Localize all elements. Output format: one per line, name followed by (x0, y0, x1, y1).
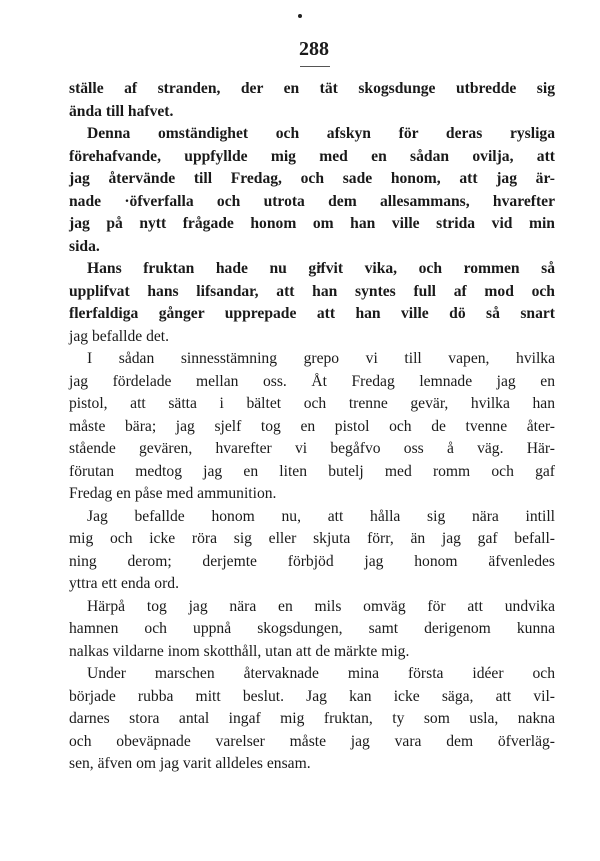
text-line: och obeväpnade varelser måste jag vara dem öfverläg- (69, 732, 555, 750)
text-line: sida. (69, 237, 100, 255)
text-line: darnes stora antal ingaf mig fruktan, ty som usla, nakna (69, 710, 555, 727)
text-line: jag på nytt frågade honom om han ville strida vid min (69, 215, 555, 232)
text-line: mig och icke röra sig eller skjuta förr, än jag gaf befall- (69, 530, 555, 547)
paragraph (69, 506, 555, 596)
text-line: Fredag en påse med ammunition. (69, 485, 277, 502)
ink-speck (298, 14, 302, 18)
text-line: flerfaldiga gånger upprepade att han ville dö så snart (69, 305, 555, 322)
text-line: pistol, att sätta i bältet och trenne gevär, hvilka han (69, 395, 555, 412)
text-line: stående gevären, hvarefter vi begåfvo oss å väg. Här- (69, 440, 555, 457)
text-line: upplifvat hans lifsandar, att han syntes full af mod och (69, 282, 555, 300)
text-line: jag fördelade mellan oss. Åt Fredag lemnade jag en (69, 372, 555, 390)
text-line: Under marschen återvaknade mina första idéer och (87, 665, 555, 682)
paragraph (69, 348, 555, 506)
page-number: 288 (299, 38, 329, 60)
text-line: måste bära; jag sjelf tog en pistol och de tvenne åter- (69, 417, 555, 435)
text-line: nade ·öfverfalla och utrota dem allesammans, hvarefter (69, 192, 555, 210)
text-line: Jag befallde honom nu, att hålla sig nära intill (87, 507, 555, 525)
text-line: nalkas vildarne inom skotthåll, utan att de märkte mig. (69, 642, 410, 660)
text-line: jag återvände till Fredag, och sade honom, att jag är- (69, 170, 555, 187)
paragraph (69, 123, 555, 258)
text-line: Härpå tog jag nära en mils omväg för att undvika (87, 597, 555, 615)
text-line: hamnen och uppnå skogsdungen, samt derigenom kunna (69, 620, 555, 637)
text-line: yttra ett enda ord. (69, 575, 179, 592)
text-line: jag befallde det. (69, 327, 170, 345)
text-line: förehafvande, uppfyllde mig med en sådan ovilja, att (69, 147, 555, 165)
text-line: ning derom; derjemte förbjöd jag honom äfvenledes (69, 552, 555, 570)
text-line: ända till hafvet. (69, 102, 174, 120)
paragraph (69, 596, 555, 664)
paragraph (69, 258, 555, 348)
text-line: förutan medtog jag en liten butelj med romm och gaf (69, 462, 555, 480)
text-line: Hans fruktan hade nu gifvit vika, och rommen så (87, 260, 555, 277)
text-line: började rubba mitt beslut. Jag kan icke säga, att vil- (69, 687, 555, 705)
paragraph (69, 663, 555, 776)
text-line: ställe af stranden, der en tät skogsdunge utbredde sig (69, 80, 555, 97)
paragraph (69, 78, 555, 123)
page-number-underline (300, 66, 330, 67)
text-line: sen, äfven om jag varit alldeles ensam. (69, 755, 311, 772)
text-line: I sådan sinnesstämning grepo vi till vapen, hvilka (87, 350, 555, 367)
text-line: Denna omständighet och afskyn för deras rysliga (87, 125, 555, 142)
body-text (69, 78, 555, 776)
